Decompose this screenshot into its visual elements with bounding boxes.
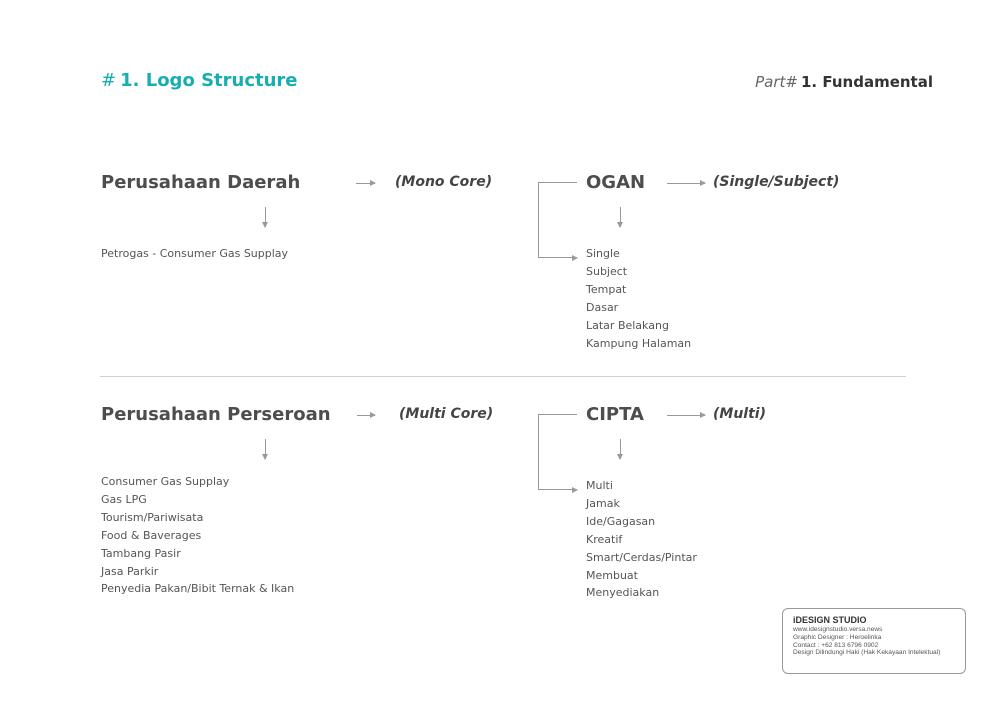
list-item: Kampung Halaman	[586, 336, 692, 350]
row1-right-core: (Single/Subject)	[713, 174, 840, 190]
section-title	[101, 70, 298, 91]
list-item: Single	[586, 247, 620, 260]
list-item: Jamak	[586, 496, 620, 510]
studio-rights: Design Dilindungi Haki (Hak Kekayaan Intelektual)	[793, 649, 941, 657]
list-item: Ide/Gagasan	[586, 514, 656, 528]
studio-designer: Graphic Designer : Heroelinka	[793, 633, 882, 641]
row1-right-list	[586, 245, 691, 352]
row2-right-heading: CIPTA	[586, 404, 644, 425]
list-item: Consumer Gas Supplay	[101, 475, 230, 488]
row1-left-arrow	[356, 183, 375, 184]
row2-bracket-arrow	[538, 414, 577, 490]
section-hash: #	[101, 70, 117, 91]
row2-right-arrow	[667, 415, 705, 416]
list-item: Subject	[586, 264, 628, 278]
row2-right-down-arrow	[620, 439, 621, 459]
row1-bracket-arrow	[538, 182, 577, 258]
row1-left-core: (Mono Core)	[395, 174, 493, 190]
studio-name: iDESIGN STUDIO	[793, 615, 867, 625]
row2-right-core: (Multi)	[713, 406, 766, 422]
list-item: Petrogas - Consumer Gas Supplay	[101, 247, 289, 260]
list-item: Kreatif	[586, 532, 623, 546]
list-item: Tambang Pasir	[101, 546, 181, 560]
row2-right-list	[586, 477, 697, 602]
list-item: Multi	[586, 479, 613, 492]
list-item: Dasar	[586, 300, 619, 314]
list-item: Smart/Cerdas/Pintar	[586, 550, 697, 564]
list-item: Penyedia Pakan/Bibit Ternak & Ikan	[101, 582, 295, 596]
list-item: Gas LPG	[101, 492, 147, 506]
list-item: Food & Baverages	[101, 528, 202, 542]
list-item: Tourism/Pariwisata	[101, 510, 204, 524]
section-divider	[100, 376, 906, 377]
row1-left-down-arrow	[265, 207, 266, 227]
part-label	[755, 73, 933, 91]
part-label-value: 1. Fundamental	[801, 73, 933, 91]
part-label-prefix: Part#	[755, 73, 798, 91]
row2-left-arrow	[357, 415, 375, 416]
row1-right-arrow	[667, 183, 705, 184]
row1-left-list	[101, 245, 288, 263]
list-item: Latar Belakang	[586, 318, 669, 332]
row1-right-heading: OGAN	[586, 172, 646, 193]
list-item: Tempat	[586, 282, 627, 296]
row2-left-heading: Perusahaan Perseroan	[101, 404, 331, 425]
studio-website: www.idesignstudio.versa.news	[793, 626, 883, 633]
section-title-text: 1. Logo Structure	[120, 70, 298, 91]
row1-right-down-arrow	[620, 207, 621, 227]
row2-left-core: (Multi Core)	[399, 406, 494, 422]
row1-left-heading: Perusahaan Daerah	[101, 172, 301, 193]
list-item: Membuat	[586, 568, 638, 582]
row2-left-list	[101, 473, 294, 598]
list-item: Jasa Parkir	[101, 564, 159, 578]
studio-contact: Contact : +62 813 6796 0902	[793, 641, 879, 649]
studio-stamp	[782, 608, 966, 674]
row2-left-down-arrow	[265, 439, 266, 459]
list-item: Menyediakan	[586, 586, 660, 600]
